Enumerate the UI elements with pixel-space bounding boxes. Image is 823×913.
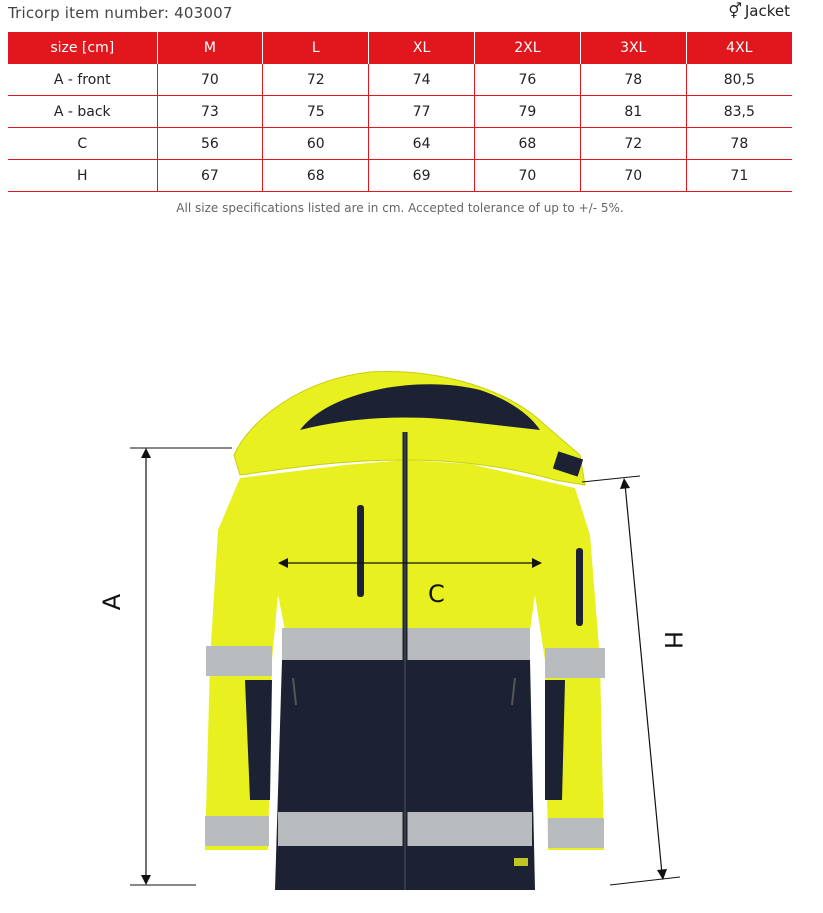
table-cell: 78 (580, 64, 686, 96)
table-cell: 81 (580, 96, 686, 128)
table-cell: 64 (369, 128, 475, 160)
table-cell: 72 (263, 64, 369, 96)
dimension-h-label: H (659, 630, 688, 650)
row-label: A - back (8, 96, 157, 128)
table-cell: 79 (474, 96, 580, 128)
column-header: 2XL (474, 32, 580, 64)
table-cell: 73 (157, 96, 263, 128)
header (8, 2, 790, 26)
right-cuff-band (548, 818, 604, 848)
right-side-panel (545, 680, 565, 800)
jacket-figure (0, 360, 823, 913)
column-header: size [cm] (8, 32, 157, 64)
table-cell: 70 (580, 160, 686, 192)
logo-tag (514, 858, 528, 866)
row-label: C (8, 128, 157, 160)
table-cell: 78 (686, 128, 792, 160)
dimension-a-arrow-bottom (141, 875, 151, 885)
size-table (8, 32, 792, 192)
column-header: XL (369, 32, 475, 64)
left-cuff-band (205, 816, 269, 846)
table-cell: 83,5 (686, 96, 792, 128)
right-sleeve-band (545, 648, 605, 678)
table-cell: 80,5 (686, 64, 792, 96)
table-cell: 71 (686, 160, 792, 192)
dimension-h-top-tick (582, 476, 640, 482)
table-cell: 70 (474, 160, 580, 192)
table-cell: 69 (369, 160, 475, 192)
table-row (8, 160, 792, 192)
table-cell: 68 (474, 128, 580, 160)
size-table-header (8, 32, 792, 64)
row-label: H (8, 160, 157, 192)
column-header: L (263, 32, 369, 64)
chest-pocket-zip (357, 505, 364, 597)
table-cell: 60 (263, 128, 369, 160)
dimension-h-bottom-tick (610, 877, 680, 885)
column-header: 4XL (686, 32, 792, 64)
table-cell: 76 (474, 64, 580, 96)
table-cell: 75 (263, 96, 369, 128)
table-row (8, 96, 792, 128)
dimension-h-arrow-top (620, 478, 630, 489)
item-number: Tricorp item number: 403007 (8, 4, 233, 22)
sleeve-pocket-zip (576, 548, 583, 626)
dimension-c-label: C (428, 580, 445, 608)
table-cell: 67 (157, 160, 263, 192)
table-cell: 70 (157, 64, 263, 96)
dimension-a-arrow-top (141, 448, 151, 458)
table-row (8, 64, 792, 96)
garment-type-label: Jacket (744, 2, 790, 20)
table-cell: 77 (369, 96, 475, 128)
tolerance-note: All size specifications listed are in cm. Accepted tolerance of up to +/- 5%. (176, 201, 624, 215)
column-header: 3XL (580, 32, 686, 64)
table-cell: 68 (263, 160, 369, 192)
dimension-h-line (625, 484, 662, 874)
table-cell: 72 (580, 128, 686, 160)
table-cell: 56 (157, 128, 263, 160)
unisex-icon: ⚥ (728, 2, 742, 20)
row-label: A - front (8, 64, 157, 96)
column-header: M (157, 32, 263, 64)
table-row (8, 128, 792, 160)
left-sleeve-band (206, 646, 272, 676)
table-cell: 74 (369, 64, 475, 96)
garment-type (728, 2, 790, 20)
dimension-a-label: A (98, 593, 127, 611)
jacket-illustration (0, 360, 823, 913)
